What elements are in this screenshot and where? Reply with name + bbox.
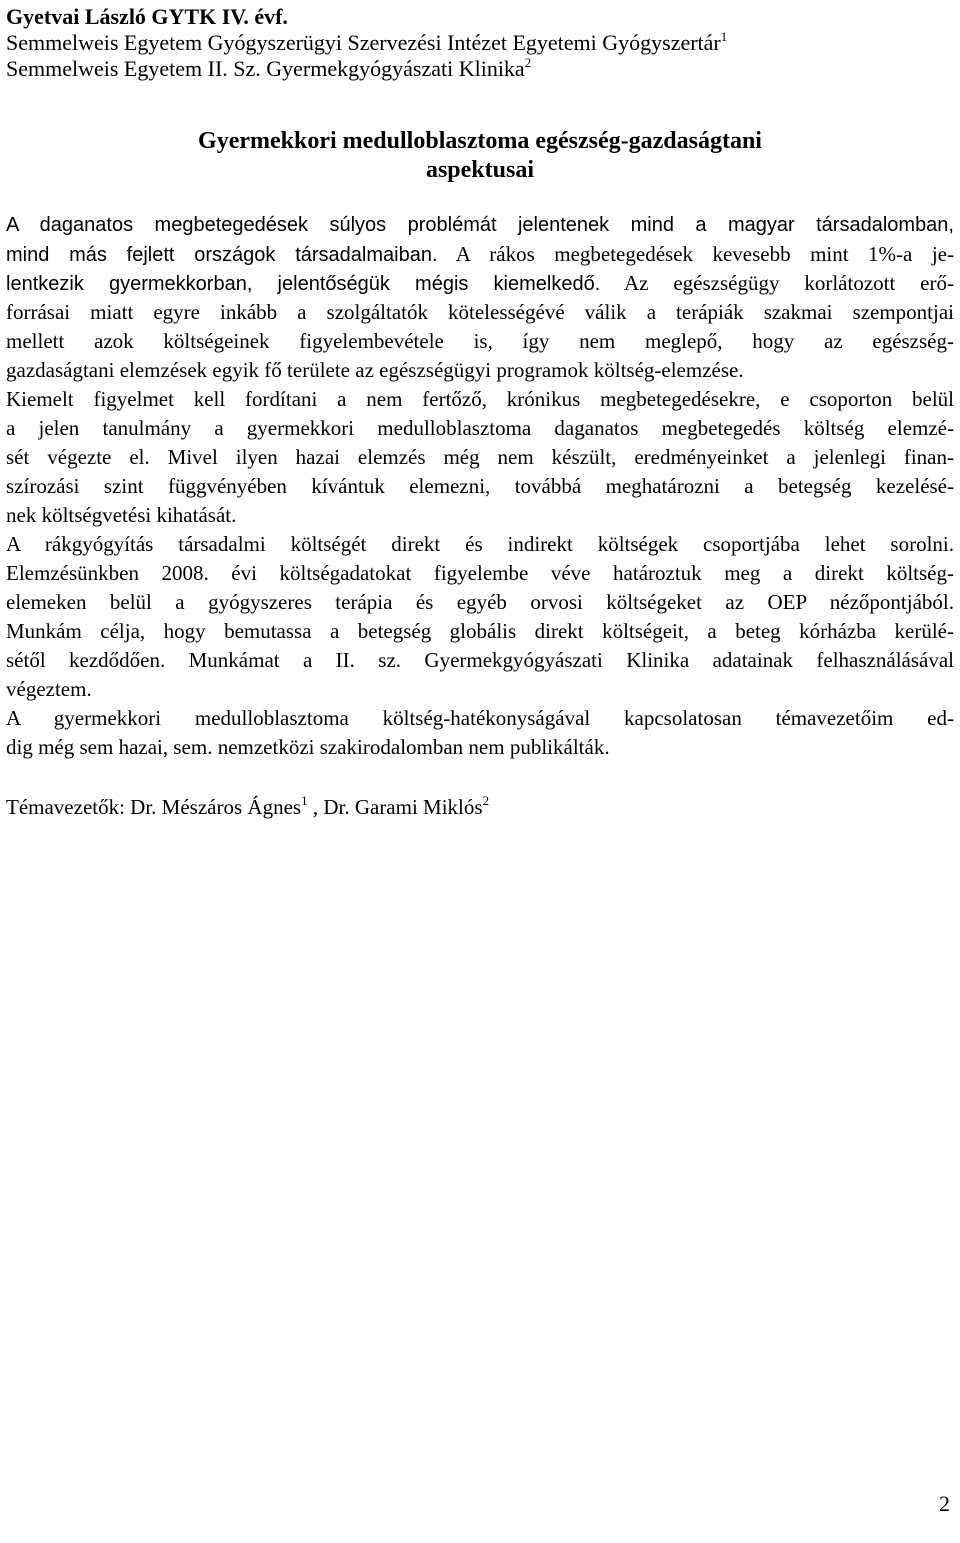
body-line: forrásai miatt egyre inkább a szolgáltatók kötelességévé válik a terápiák szakmai szempontjai — [6, 300, 954, 324]
title-line-2: aspektusai — [425, 157, 535, 183]
document-title — [0, 127, 960, 185]
supervisor-1-marker: 1 — [301, 793, 308, 808]
body-line — [6, 269, 954, 298]
body-line: A gyermekkori medulloblasztoma költség-hatékonyságával kapcsolatosan témavezetőim ed- — [6, 706, 954, 730]
supervisor-2-name: , Dr. Garami Miklós — [307, 795, 483, 819]
body-line — [6, 240, 954, 269]
author-line: Gyetvai László GYTK IV. évf. — [6, 4, 288, 29]
body-line: Kiemelt figyelmet kell fordítani a nem fertőző, krónikus megbetegedésekre, e csoporton belül — [6, 387, 954, 411]
body-line: sét végezte el. Mivel ilyen hazai elemzés még nem készült, eredményeinket a jelenlegi finan- — [6, 445, 954, 469]
supervisors-label: Témavezetők: Dr. Mészáros Ágnes — [6, 795, 302, 819]
affiliation-1-text: Semmelweis Egyetem Gyógyszerügyi Szervezési Intézet Egyetemi Gyógyszertár — [6, 30, 721, 55]
affiliation-2 — [6, 56, 531, 82]
body-line: sétől kezdődően. Munkámat a II. sz. Gyermekgyógyászati Klinika adatainak felhasználásával — [6, 648, 954, 672]
body-line: elemeken belül a gyógyszeres terápia és egyéb orvosi költségeket az OEP nézőpontjából. — [6, 590, 954, 614]
body-line: mellett azok költségeinek figyelembevétele is, így nem meglepő, hogy az egészség- — [6, 329, 954, 353]
body-text: Az egészségügy korlátozott erő- — [600, 271, 954, 295]
affiliation-2-text: Semmelweis Egyetem II. Sz. Gyermekgyógyászati Klinika — [6, 56, 525, 81]
body-line: szírozási szint függvényében kívántuk elemezni, továbbá meghatározni a betegség kezelésé- — [6, 474, 954, 498]
body-line: gazdaságtani elemzések egyik fő területe az egészségügyi programok költség-elemzése. — [6, 358, 744, 382]
body-line: a jelen tanulmány a gyermekkori medulloblasztoma daganatos megbetegedés költség elemzé- — [6, 416, 954, 440]
body-line: Munkám célja, hogy bemutassa a betegség globális direkt költségeit, a beteg kórházba kerülé- — [6, 619, 954, 643]
body-text-sans: lentkezik gyermekkorban, jelentőségük mégis kiemelkedő. — [6, 273, 601, 295]
body-line: A daganatos megbetegedések súlyos problémát jelentenek mind a magyar társadalomban, — [6, 214, 954, 236]
body-line: végeztem. — [6, 677, 92, 701]
body-line: dig még sem hazai, sem. nemzetközi szakirodalomban nem publikálták. — [6, 735, 610, 759]
affiliation-2-marker: 2 — [524, 55, 532, 70]
supervisor-2-marker: 2 — [482, 793, 490, 808]
body-line: Elemzésünkben 2008. évi költségadatokat figyelembe véve határoztuk meg a direkt költség- — [6, 561, 954, 585]
title-line-1: Gyermekkori medulloblasztoma egészség-gazdaságtani — [198, 128, 762, 154]
supervisors-line — [6, 793, 489, 822]
body-text: A rákos megbetegedések kevesebb mint 1%-a je- — [437, 242, 954, 266]
page-number: 2 — [939, 1491, 950, 1516]
body-line: nek költségvetési kihatását. — [6, 503, 237, 527]
body-line: A rákgyógyítás társadalmi költségét direkt és indirekt költségek csoportjába lehet sorolni. — [6, 532, 954, 556]
body-text-sans: mind más fejlett országok társadalmaiban. — [6, 244, 438, 266]
affiliation-1 — [6, 30, 727, 56]
affiliation-1-marker: 1 — [720, 29, 728, 44]
